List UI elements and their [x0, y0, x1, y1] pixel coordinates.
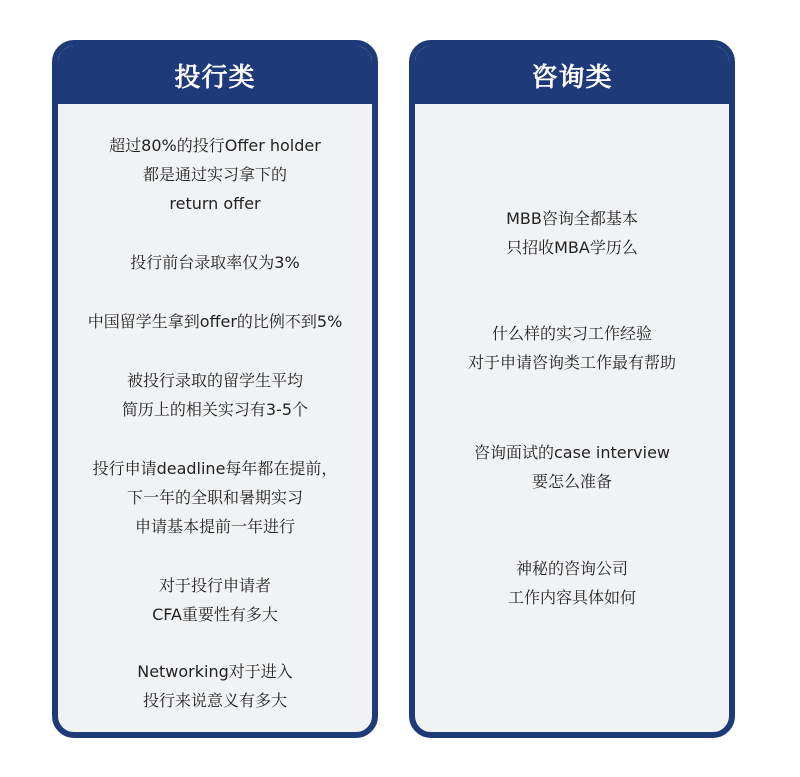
- consulting-item-3-line-2: 要怎么准备: [531, 472, 612, 491]
- consulting-item-3: [415, 438, 729, 496]
- consulting-card: [409, 40, 735, 738]
- ib-item-1-line-1: 超过80%的投行Offer holder: [109, 136, 321, 155]
- ib-item-6: [58, 571, 372, 629]
- investment-banking-list: [58, 104, 372, 732]
- consulting-item-1-line-2: 只招收MBA学历么: [506, 238, 638, 257]
- ib-item-4: [58, 366, 372, 424]
- ib-item-2-line-1: 投行前台录取率仅为3%: [130, 253, 300, 272]
- ib-item-4-line-1: 被投行录取的留学生平均: [126, 371, 303, 390]
- consulting-item-2-line-1: 什么样的实习工作经验: [491, 324, 652, 343]
- ib-item-6-line-2: CFA重要性有多大: [152, 605, 278, 624]
- ib-item-1-line-3: return offer: [169, 194, 261, 213]
- consulting-item-4: [415, 554, 729, 612]
- ib-item-5-line-1: 投行申请deadline每年都在提前，: [92, 459, 338, 478]
- consulting-list: [415, 104, 729, 732]
- ib-item-5: [58, 454, 372, 541]
- ib-item-4-line-2: 简历上的相关实习有3-5个: [121, 400, 309, 419]
- consulting-item-2-line-2: 对于申请咨询类工作最有帮助: [467, 353, 676, 372]
- consulting-item-3-line-1: 咨询面试的case interview: [474, 443, 670, 462]
- consulting-item-2: [415, 319, 729, 377]
- ib-item-3-line-1: 中国留学生拿到offer的比例不到5%: [87, 312, 343, 331]
- ib-item-2: [58, 248, 372, 277]
- ib-item-6-line-1: 对于投行申请者: [158, 576, 271, 595]
- ib-item-1: [58, 131, 372, 218]
- ib-item-1-line-2: 都是通过实习拿下的: [142, 165, 287, 184]
- ib-item-7-line-1: Networking对于进入: [137, 662, 293, 681]
- investment-banking-title: 投行类: [58, 46, 372, 104]
- ib-item-5-line-2: 下一年的全职和暑期实习: [126, 488, 303, 507]
- consulting-item-4-line-2: 工作内容具体如何: [507, 588, 636, 607]
- consulting-item-1-line-1: MBB咨询全都基本: [506, 209, 638, 228]
- ib-item-7: [58, 657, 372, 715]
- consulting-item-4-line-1: 神秘的咨询公司: [515, 559, 628, 578]
- ib-item-5-line-3: 申请基本提前一年进行: [134, 517, 295, 536]
- consulting-title: 咨询类: [415, 46, 729, 104]
- ib-item-3: [58, 307, 372, 336]
- ib-item-7-line-2: 投行来说意义有多大: [142, 691, 287, 710]
- investment-banking-card: [52, 40, 378, 738]
- consulting-item-1: [415, 204, 729, 262]
